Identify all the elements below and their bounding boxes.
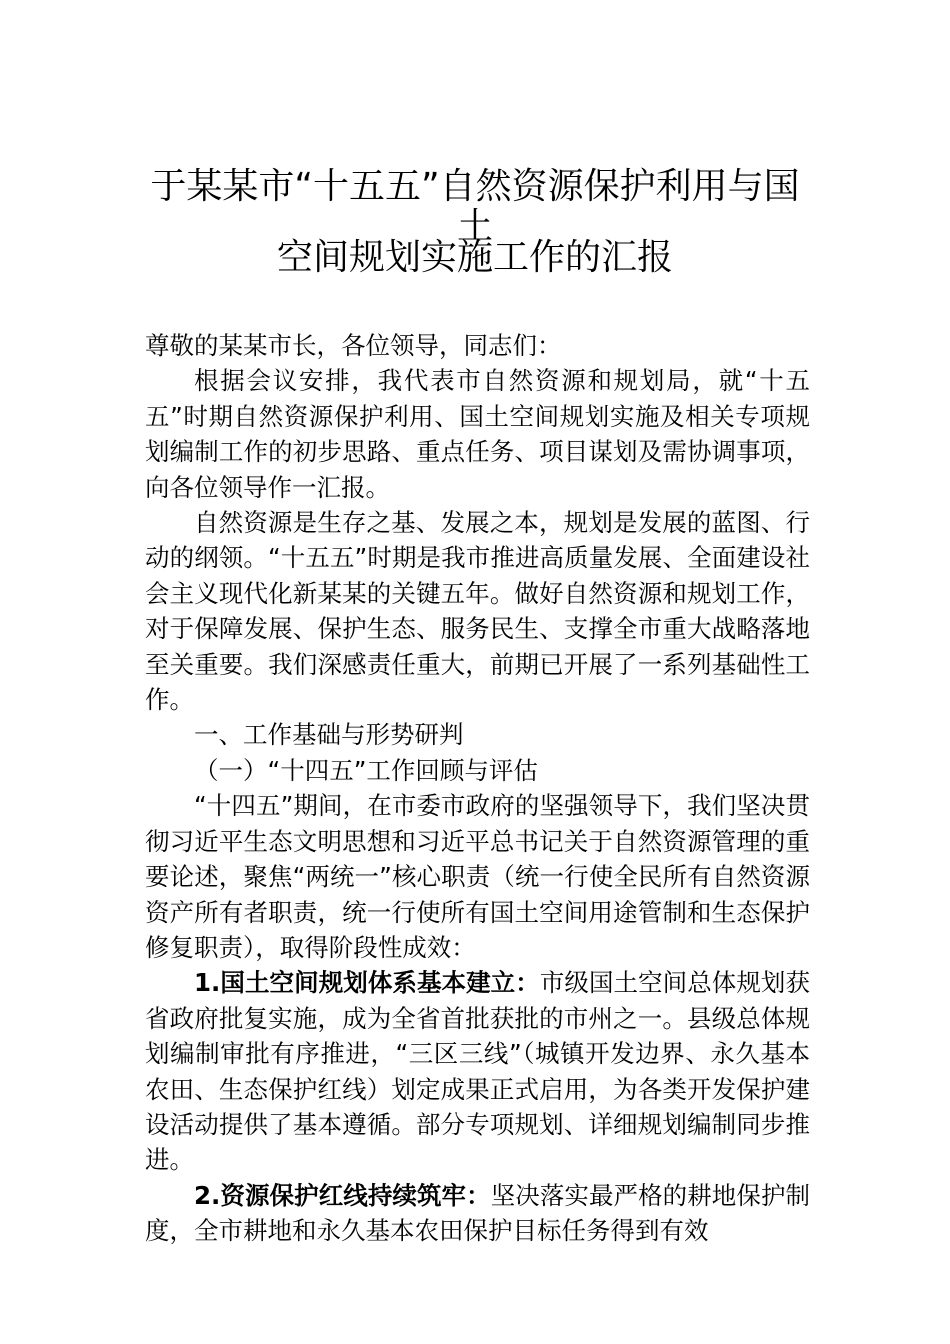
list-item-2 (145, 1178, 810, 1249)
paragraph-review: “十四五”期间，在市委市政府的坚强领导下，我们坚决贯彻习近平生态文明思想和习近平总书记关于自然资源管理的重要论述，聚焦“两统一”核心职责（统一行使全民所有自然资源资产所有者职责，统一行使所有国土空间用途管制和生态保护修复职责），取得阶段性成效： (145, 791, 810, 962)
salutation: 尊敬的某某市长，各位领导，同志们： (145, 331, 562, 360)
list-item-2-text: 坚决落实最严格的耕地保护制度，全市耕地和永久基本农田保护目标任务得到有效 (145, 1180, 811, 1246)
list-item-2-label: 2.资源保护红线持续筑牢： (194, 1180, 491, 1210)
subsection-heading-1: （一）“十四五”工作回顾与评估 (194, 755, 538, 785)
document-title-line-1: 于某某市“十五五”自然资源保护利用与国土 (150, 166, 800, 247)
list-item-1-text: 市级国土空间总体规划获省政府批复实施，成为全省首批获批的市州之一。县级总体规划编制审批有序推进，“三区三线”（城镇开发边界、永久基本农田、生态保护红线）划定成果正式启用，为各类开发保护建设活动提供了基本遵循。部分专项规划、详细规划编制同步推进。 (145, 968, 810, 1175)
document-title-line-2: 空间规划实施工作的汇报 (276, 237, 673, 278)
section-heading-1: 一、工作基础与形势研判 (194, 720, 464, 750)
list-item-1 (145, 965, 810, 1177)
paragraph-background: 自然资源是生存之基、发展之本，规划是发展的蓝图、行动的纲领。“十五五”时期是我市推进高质量发展、全面建设社会主义现代化新某某的关键五年。做好自然资源和规划工作，对于保障发展、保护生态、服务民生、支撑全市重大战略落地至关重要。我们深感责任重大，前期已开展了一系列基础性工作。 (145, 508, 810, 715)
document-body (145, 328, 810, 1249)
list-item-1-label: 1.国土空间规划体系基本建立： (194, 968, 540, 998)
paragraph-intro: 根据会议安排，我代表市自然资源和规划局，就“十五五”时期自然资源保护利用、国土空间规划实施及相关专项规划编制工作的初步思路、重点任务、项目谋划及需协调事项，向各位领导作一汇报。 (145, 366, 810, 502)
